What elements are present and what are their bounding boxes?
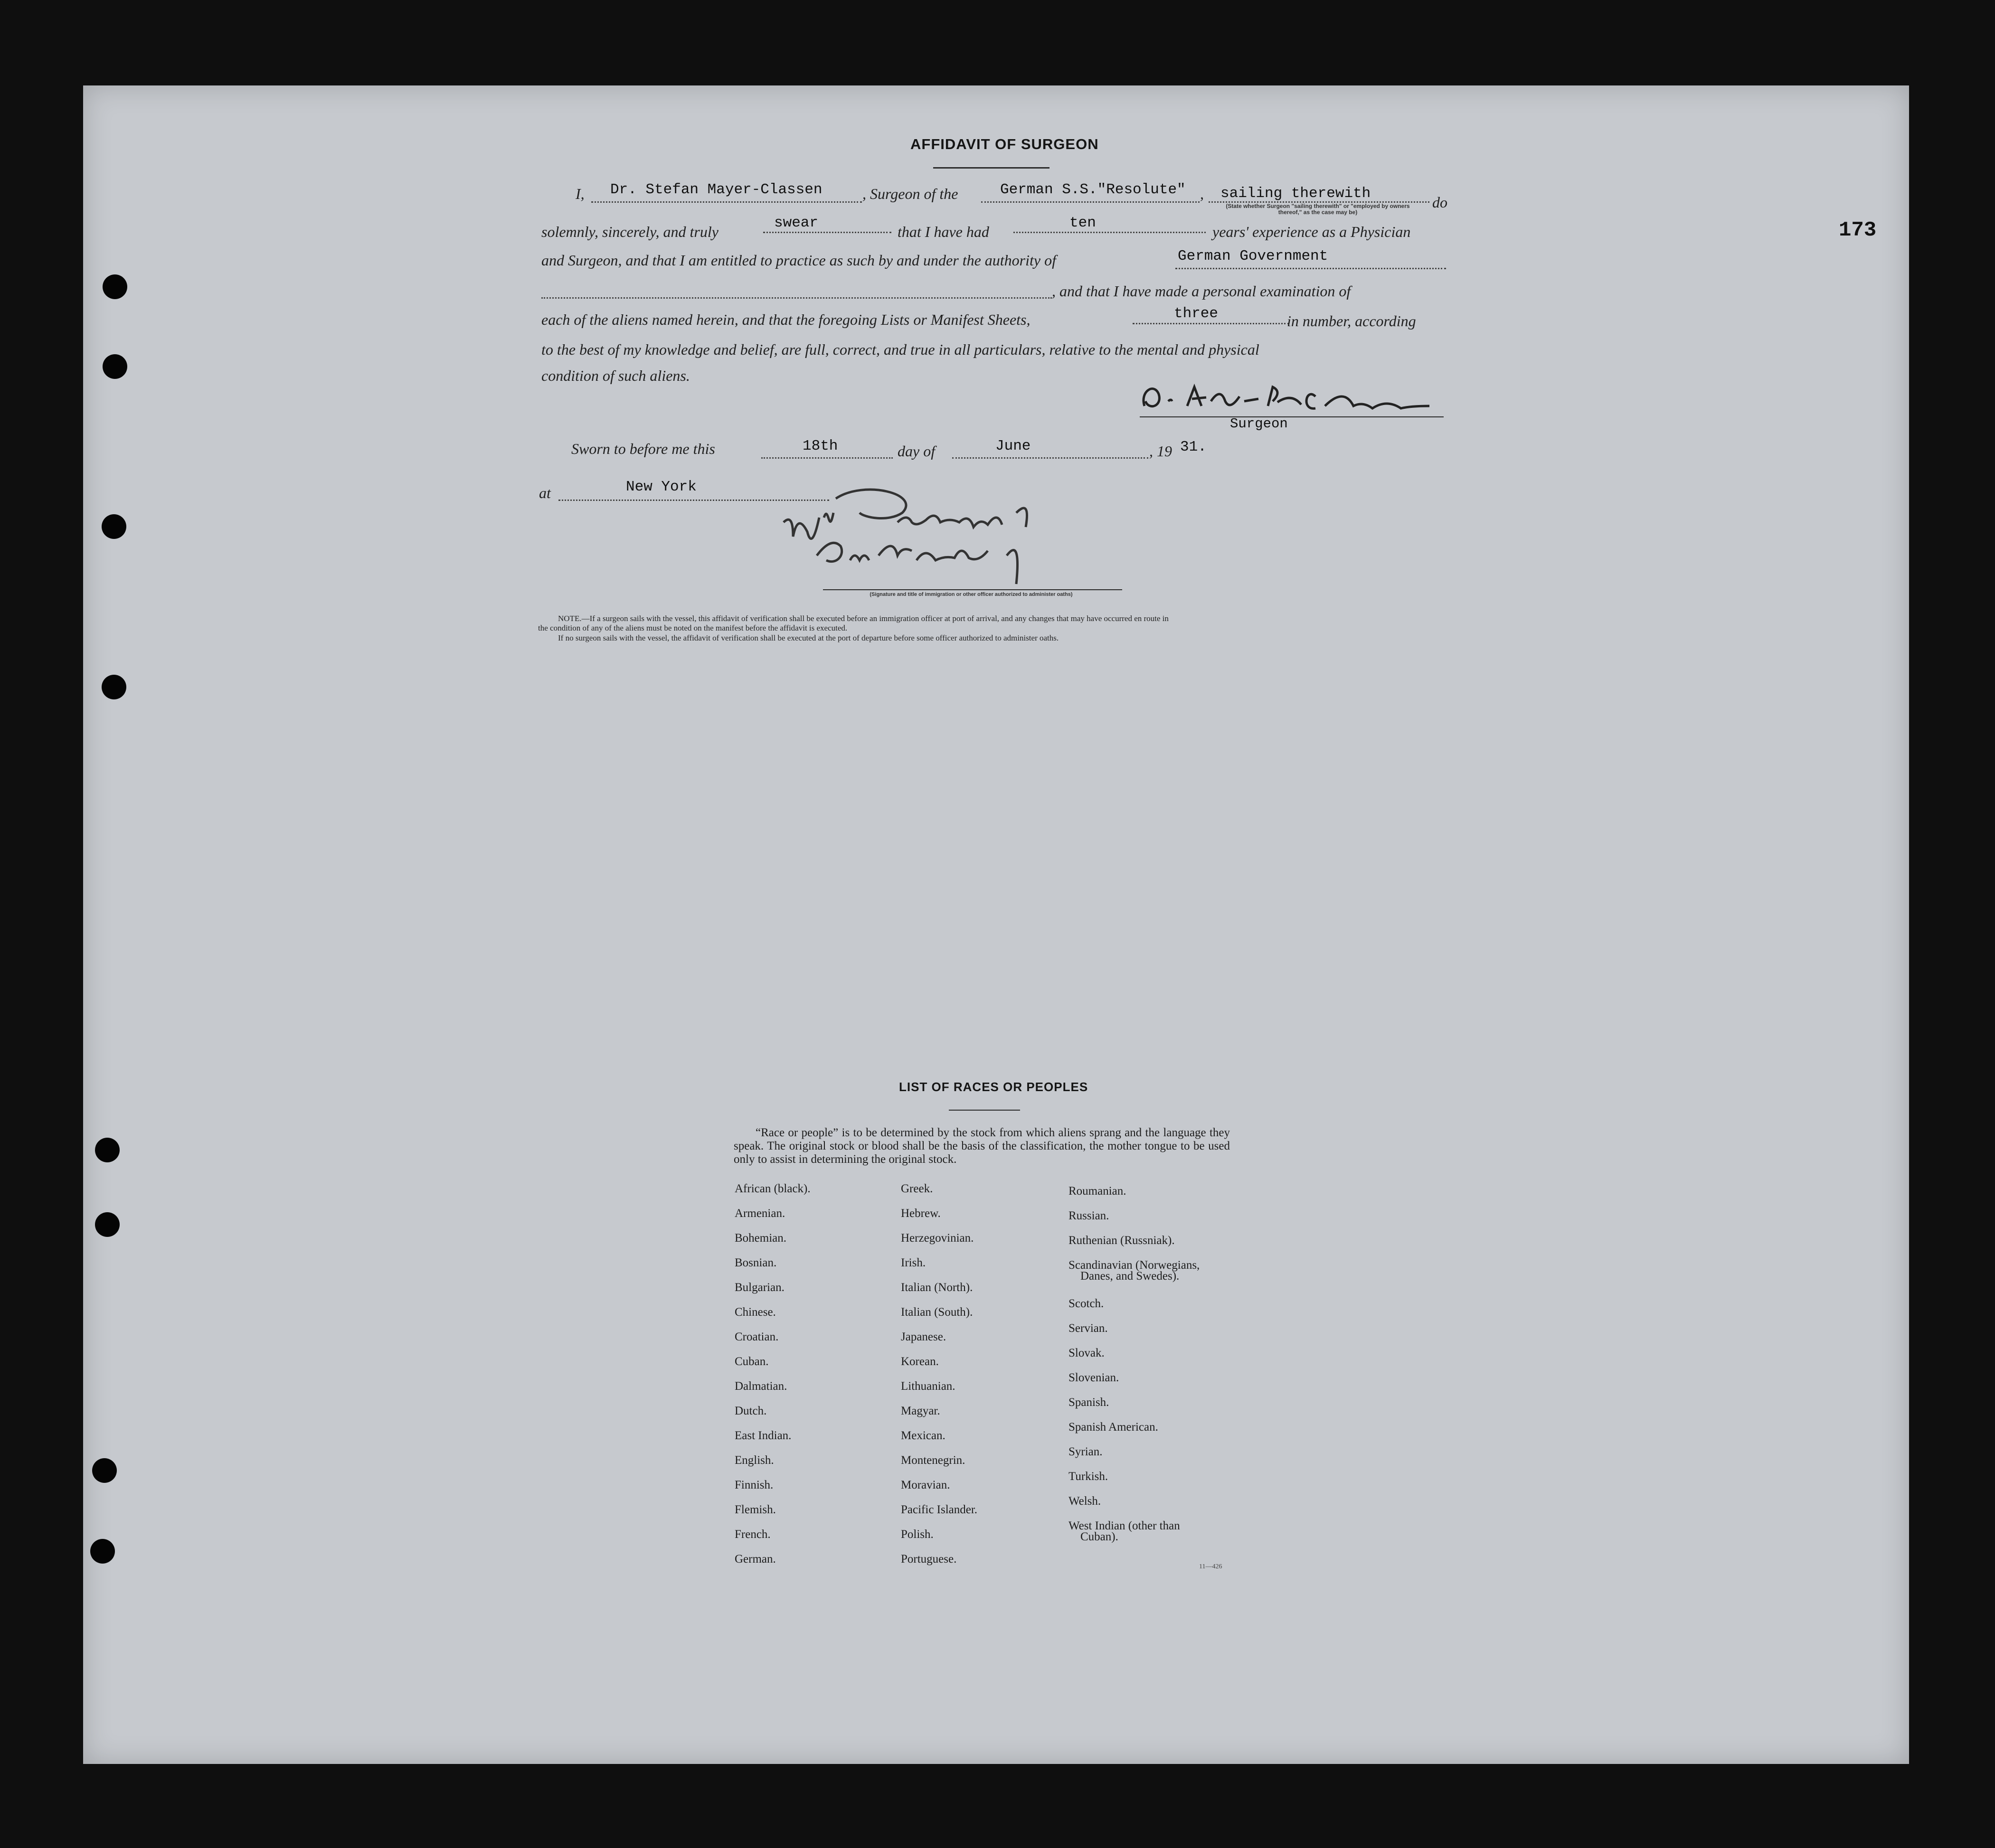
sworn-pre: Sworn to before me this <box>571 440 715 457</box>
races-title: LIST OF RACES OR PEOPLES <box>899 1080 1088 1094</box>
race-item: Irish. <box>901 1256 926 1269</box>
race-item: Bohemian. <box>735 1232 787 1245</box>
race-item: Chinese. <box>735 1306 776 1319</box>
authority-continuation-line <box>541 297 1052 299</box>
sheets-field-line <box>1133 323 1289 324</box>
race-item: Armenian. <box>735 1207 785 1220</box>
race-item: Italian (North). <box>901 1281 973 1294</box>
oath-word: swear <box>774 215 819 231</box>
race-item: Hebrew. <box>901 1207 941 1220</box>
race-item: Portuguese. <box>901 1553 957 1565</box>
race-item: Croatian. <box>735 1330 779 1343</box>
day-field-line <box>761 457 893 459</box>
race-item: Dalmatian. <box>735 1380 787 1393</box>
month-field-line <box>952 457 1148 459</box>
officer-signature-line <box>823 589 1122 590</box>
officer-caption: (Signature and title of immigration or other officer authorized to administer oaths) <box>870 592 1073 597</box>
note-line-2: the condition of any of the aliens must be noted on the manifest before the affidavit is executed. <box>538 623 848 632</box>
sworn-year-prefix: , 19 <box>1149 443 1172 460</box>
manifest-sheet <box>83 85 1909 1764</box>
race-item: West Indian (other than <box>1068 1519 1180 1532</box>
race-item: African (black). <box>735 1182 811 1195</box>
vessel-name: German S.S."Resolute" <box>1000 181 1186 198</box>
oath-field-line <box>763 232 891 233</box>
surgeon-label: Surgeon <box>1230 416 1288 432</box>
years-value: ten <box>1069 215 1096 231</box>
name-field-line <box>591 201 862 203</box>
binder-hole <box>92 1458 117 1483</box>
race-item: Cuban). <box>1080 1530 1118 1543</box>
race-item: Cuban. <box>735 1355 769 1368</box>
binder-hole <box>95 1212 120 1237</box>
sheets-value: three <box>1174 305 1219 322</box>
vessel-field-line <box>981 201 1200 203</box>
authority-value: German Government <box>1178 248 1328 264</box>
race-item: Dutch. <box>735 1405 767 1417</box>
status-hint: (State whether Surgeon "sailing therewith" or "employed by owners thereof," as the case may be) <box>1226 203 1410 216</box>
race-item: Servian. <box>1068 1322 1108 1335</box>
race-item: Montenegrin. <box>901 1454 965 1467</box>
at-place: New York <box>626 479 697 495</box>
surgeon-status: sailing therewith <box>1220 185 1371 202</box>
race-item: Slovak. <box>1068 1347 1105 1359</box>
binder-hole <box>103 354 127 379</box>
race-item: Scotch. <box>1068 1297 1104 1310</box>
race-item: Spanish American. <box>1068 1421 1158 1433</box>
race-item: Scandinavian (Norwegians, <box>1068 1259 1200 1272</box>
race-item: German. <box>735 1553 776 1565</box>
line1-comma: , <box>1200 185 1204 202</box>
sworn-day: 18th <box>803 438 838 454</box>
title-underline <box>933 167 1050 169</box>
race-item: East Indian. <box>735 1429 792 1442</box>
race-item: Korean. <box>901 1355 939 1368</box>
race-item: Finnish. <box>735 1479 774 1491</box>
surgeon-signature-line <box>1140 416 1444 417</box>
race-item: Slovenian. <box>1068 1371 1119 1384</box>
race-item: Ruthenian (Russniak). <box>1068 1234 1175 1247</box>
note-line-3: If no surgeon sails with the vessel, the affidavit of verification shall be executed at the port of departure before some officer authorized to administer oaths. <box>558 633 1059 642</box>
sworn-mid: day of <box>898 443 936 460</box>
race-item: Japanese. <box>901 1330 946 1343</box>
race-item: Herzegovinian. <box>901 1232 974 1245</box>
races-title-underline <box>949 1110 1020 1111</box>
note-line-1: NOTE.—If a surgeon sails with the vessel, this affidavit of verification shall be executed before an immigration officer at port of arrival, and any changes that may have occurred en route in <box>558 614 1169 623</box>
sworn-month: June <box>995 438 1031 454</box>
binder-hole <box>95 1138 120 1162</box>
line1-mid: , Surgeon of the <box>862 185 958 202</box>
race-item: Lithuanian. <box>901 1380 955 1393</box>
binder-hole <box>103 274 127 299</box>
line7-text: condition of such aliens. <box>541 367 690 384</box>
line5-end: in number, according <box>1287 312 1416 330</box>
race-item: Mexican. <box>901 1429 945 1442</box>
race-item: Danes, and Swedes). <box>1080 1270 1180 1282</box>
line3-pre: and Surgeon, and that I am entitled to practice as such by and under the authority of <box>541 252 1056 269</box>
race-item: Greek. <box>901 1182 933 1195</box>
race-item: Italian (South). <box>901 1306 973 1319</box>
races-intro: “Race or people” is to be determined by the stock from which aliens sprang and the language they speak. The original stock or blood shall be the basis of the classification, the mother tongue to be used only to assist in determining the original stock. <box>734 1126 1230 1166</box>
sworn-year: 31. <box>1180 439 1207 455</box>
race-item: Syrian. <box>1068 1445 1103 1458</box>
race-item: Spanish. <box>1068 1396 1109 1409</box>
race-item: Bosnian. <box>735 1256 777 1269</box>
race-item: English. <box>735 1454 774 1467</box>
line2-mid: that I have had <box>898 223 989 240</box>
race-item: Pacific Islander. <box>901 1503 978 1516</box>
race-item: Russian. <box>1068 1209 1109 1222</box>
line4-text: , and that I have made a personal examination of <box>1052 283 1351 300</box>
authority-field-line <box>1175 268 1446 269</box>
form-code: 11—426 <box>1199 1563 1222 1570</box>
line6-text: to the best of my knowledge and belief, are full, correct, and true in all particulars, relative to the mental and physical <box>541 341 1259 358</box>
line1-end: do <box>1432 194 1447 211</box>
race-item: Bulgarian. <box>735 1281 785 1294</box>
binder-hole <box>102 514 126 539</box>
binder-hole <box>90 1539 115 1564</box>
line2-pre: solemnly, sincerely, and truly <box>541 223 719 240</box>
binder-hole <box>102 675 126 699</box>
affidavit-title: AFFIDAVIT OF SURGEON <box>910 136 1099 152</box>
years-field-line <box>1013 232 1206 233</box>
race-item: French. <box>735 1528 771 1541</box>
line2-end: years' experience as a Physician <box>1212 223 1411 240</box>
at-pre: at <box>539 484 551 501</box>
page-number: 173 <box>1839 218 1877 242</box>
race-item: Moravian. <box>901 1479 950 1491</box>
race-item: Polish. <box>901 1528 934 1541</box>
line5-pre: each of the aliens named herein, and that the foregoing Lists or Manifest Sheets, <box>541 311 1031 328</box>
race-item: Welsh. <box>1068 1495 1101 1508</box>
race-item: Roumanian. <box>1068 1185 1126 1197</box>
line1-pre: I, <box>576 185 585 202</box>
race-item: Turkish. <box>1068 1470 1108 1483</box>
race-item: Flemish. <box>735 1503 776 1516</box>
race-item: Magyar. <box>901 1405 940 1417</box>
surgeon-name: Dr. Stefan Mayer-Classen <box>610 181 823 198</box>
